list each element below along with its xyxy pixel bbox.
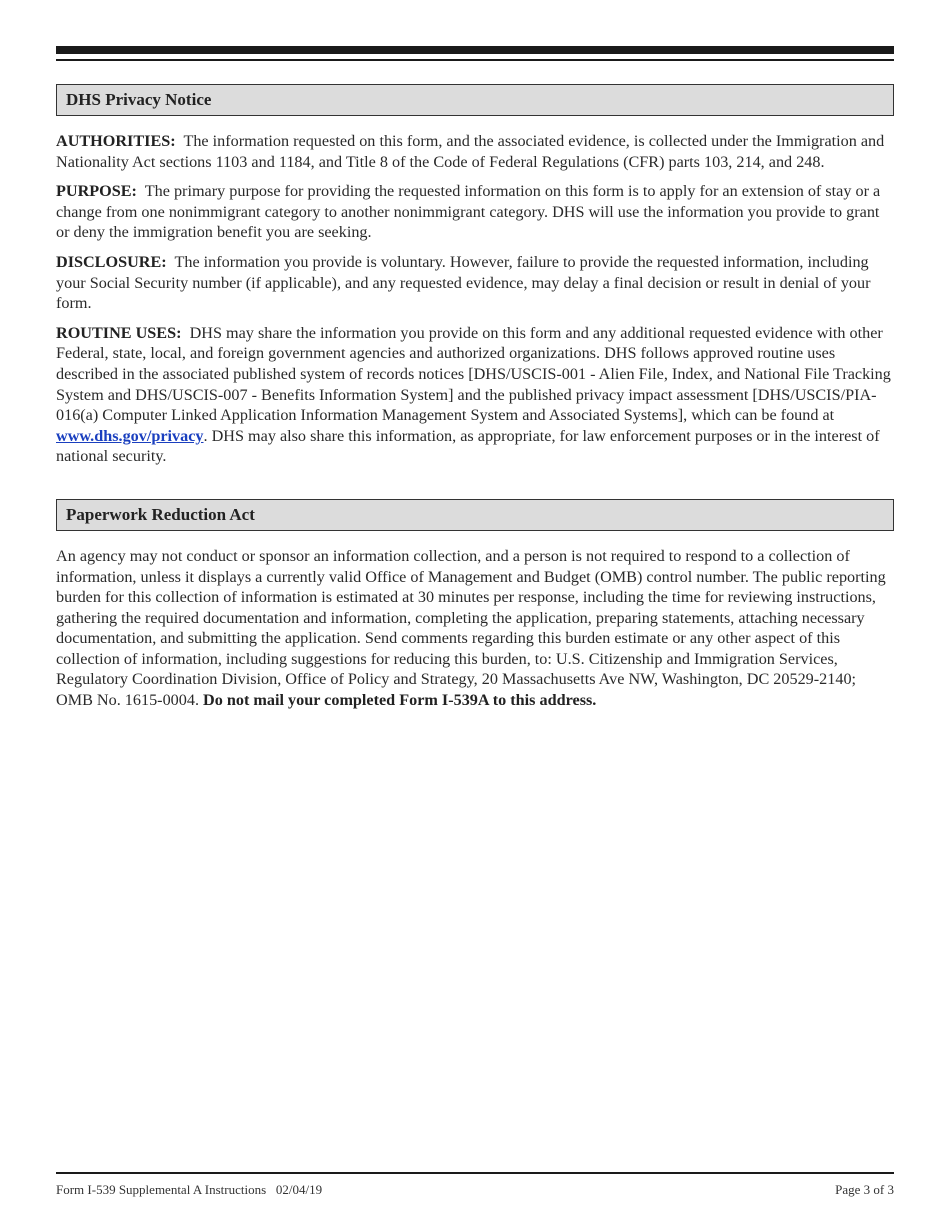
paperwork-reduction-text: An agency may not conduct or sponsor an information collection, and a person is not required to respond to a collection of information, unless it displays a currently valid Office of Management and Budget (OMB) control number. The public reporting burden for this collection of information is estimated at 30 minutes per response, including the time for reviewing instructions, gathering the required documentation and information, completing the application, preparing statements, attaching necessary documentation, and submitting the application. Send comments regarding this burden estimate or any other aspect of this collection of information, including suggestions for reducing this burden, to: U.S. Citizenship and Immigration Services, Regulatory Coordination Division, Office of Policy and Strategy, 20 Massachusetts Ave NW, Washington, DC 20529-2140; OMB No. 1615-0004. <box>56 546 886 710</box>
purpose-text: The primary purpose for providing the requested information on this form is to apply for an extension of stay or a change from one nonimmigrant category to another nonimmigrant category. DHS will use the information you provide to grant or deny the immigration benefit you are seeking. <box>56 182 881 242</box>
header-rule-thin <box>56 59 894 61</box>
header-rule-thick <box>56 46 894 54</box>
authorities-text: The information requested on this form, and the associated evidence, is collected under the Immigration and Nationality Act sections 1103 and 1184, and Title 8 of the Code of Federal Regulations (CFR) parts 103, 214, and 248. <box>56 132 885 171</box>
authorities-paragraph <box>56 131 894 172</box>
paperwork-reduction-bold-text: Do not mail your completed Form I-539A to this address. <box>203 691 597 710</box>
authorities-label: AUTHORITIES: <box>56 132 176 150</box>
dhs-privacy-link[interactable]: www.dhs.gov/privacy <box>56 426 204 445</box>
footer-form-info: Form I-539 Supplemental A Instructions 02/04/19 <box>56 1182 323 1197</box>
routine-uses-label: ROUTINE USES: <box>56 323 182 342</box>
purpose-paragraph <box>56 181 894 243</box>
privacy-notice-title: DHS Privacy Notice <box>66 90 212 109</box>
footer-page-number: Page 3 of 3 <box>835 1182 894 1197</box>
paperwork-reduction-paragraph <box>56 546 894 711</box>
disclosure-label: DISCLOSURE: <box>56 252 167 271</box>
privacy-notice-header <box>56 84 894 116</box>
paperwork-reduction-title: Paperwork Reduction Act <box>66 504 255 524</box>
document-body <box>56 84 894 711</box>
routine-uses-text-after: . DHS may also share this information, as appropriate, for law enforcement purposes or in the interest of national security. <box>56 426 880 466</box>
paperwork-reduction-header <box>56 499 894 531</box>
routine-uses-paragraph <box>56 323 894 467</box>
routine-uses-text-before: DHS may share the information you provide on this form and any additional requested evidence with other Federal, state, local, and foreign government agencies and authorized organizations. DHS follows approved routine uses described in the associated published system of records notices [DHS/USCIS-001 - Alien File, Index, and National File Tracking System and DHS/USCIS-007 - Benefits Information System] and the published privacy impact assessment [DHS/USCIS/PIA-016(a) Computer Linked Application Information Management System and Associated Systems], which can be found at <box>56 323 891 425</box>
footer-rule <box>56 1172 894 1174</box>
disclosure-paragraph <box>56 252 894 314</box>
purpose-label: PURPOSE: <box>56 182 137 201</box>
disclosure-text: The information you provide is voluntary. However, failure to provide the requested information, including your Social Security number (if applicable), and any requested evidence, may delay a final decision or result in denial of your form. <box>56 252 871 313</box>
